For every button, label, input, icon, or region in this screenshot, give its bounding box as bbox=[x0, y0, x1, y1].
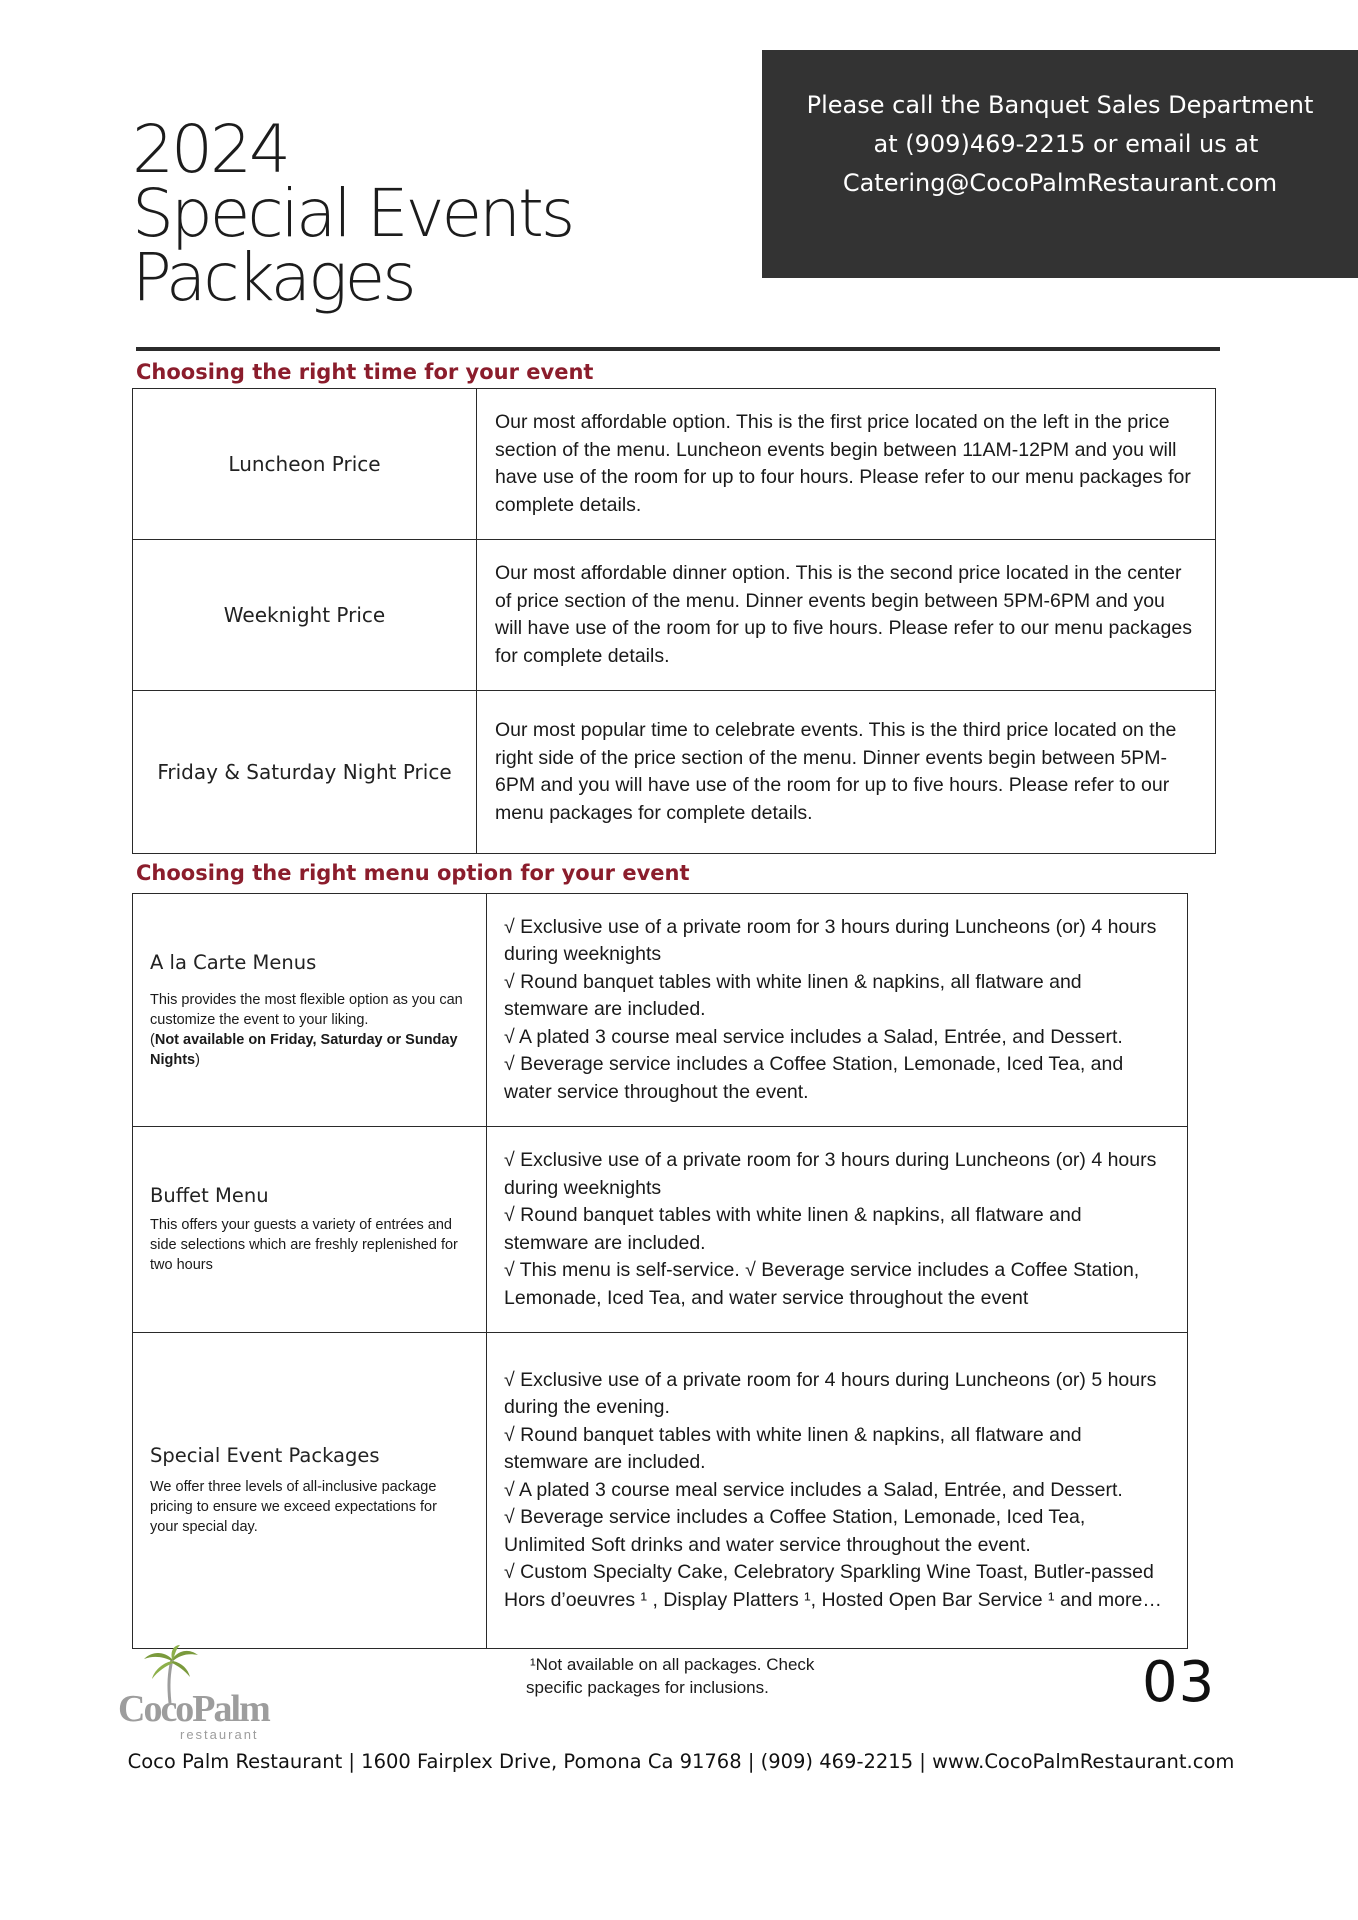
menu-option-note: This provides the most flexible option as you can customize the event to your liking. (Not available on Friday, Saturday or Sunday Nights) bbox=[150, 991, 463, 1068]
feature-item: √ Custom Specialty Cake, Celebratory Sparkling Wine Toast, Butler-passed Hors d’oeuvres ¹ , Display Platters ¹, Hosted Open Bar Service ¹ and more… bbox=[504, 1561, 1162, 1611]
row-description: Our most affordable option. This is the first price located on the left in the price section of the menu. Luncheon events begin between 11AM-12PM and you will have use of the room for up to four hours. Please refer to our menu packages for complete details. bbox=[477, 389, 1216, 540]
feature-item: √ Exclusive use of a private room for 4 hours during Luncheons (or) 5 hours during the evening. bbox=[504, 1368, 1157, 1419]
menu-section-heading: Choosing the right menu option for your event bbox=[136, 861, 690, 885]
feature-item: √ Round banquet tables with white linen & napkins, all flatware and stemware are included. bbox=[504, 1204, 1082, 1254]
table-row bbox=[133, 389, 1216, 540]
page-number: 03 bbox=[1142, 1650, 1216, 1715]
feature-item: √ Beverage service includes a Coffee Station, Lemonade, Iced Tea, and water service throughout the event. bbox=[504, 1053, 1124, 1103]
time-pricing-table bbox=[132, 388, 1216, 854]
title-divider bbox=[136, 347, 1220, 351]
menu-option-title: Buffet Menu bbox=[150, 1184, 269, 1207]
contact-line-1: Please call the Banquet Sales Department bbox=[806, 91, 1314, 119]
page-title bbox=[132, 111, 692, 316]
table-row bbox=[133, 540, 1216, 691]
footnote-line-2: specific packages for inclusions. bbox=[526, 1678, 769, 1697]
menu-option-note: This offers your guests a variety of entrées and side selections which are freshly replenished for two hours bbox=[150, 1217, 458, 1273]
footnote-line-1: ¹Not available on all packages. Check bbox=[530, 1655, 815, 1674]
feature-item: √ This menu is self-service. √ Beverage service includes a Coffee Station, Lemonade, Iced Tea, and water service throughout the event bbox=[504, 1259, 1140, 1309]
row-description: Our most affordable dinner option. This is the second price located in the center of price section of the menu. Dinner events begin between 5PM-6PM and you will have use of the room for up to five hours. Please refer to our menu packages for complete details. bbox=[477, 540, 1216, 691]
row-description: Our most popular time to celebrate events. This is the third price located on the right side of the price section of the menu. Dinner events begin between 5PM-6PM and you will have use of the room for up to five hours. Please refer to our menu packages for complete details. bbox=[477, 691, 1216, 854]
menu-option-restriction: Not available on Friday, Saturday or Sunday Nights bbox=[150, 1031, 458, 1068]
feature-item: √ A plated 3 course meal service includes a Salad, Entrée, and Dessert. bbox=[504, 1478, 1123, 1501]
menu-option-features bbox=[487, 894, 1188, 1127]
contact-line-2: at (909)469-2215 or email us at bbox=[873, 130, 1259, 158]
logo-wordmark: CocoPalm bbox=[118, 1688, 269, 1730]
time-section-heading: Choosing the right time for your event bbox=[136, 360, 594, 384]
logo-subtitle: restaurant bbox=[180, 1727, 259, 1742]
feature-item: √ A plated 3 course meal service includes a Salad, Entrée, and Dessert. bbox=[504, 1025, 1123, 1048]
menu-option-title: A la Carte Menus bbox=[150, 950, 317, 974]
menu-options-table bbox=[132, 893, 1188, 1649]
feature-item: √ Beverage service includes a Coffee Station, Lemonade, Iced Tea, Unlimited Soft drinks and water service throughout the event. bbox=[504, 1506, 1086, 1556]
table-row bbox=[133, 691, 1216, 854]
title-line-3: Packages bbox=[132, 239, 414, 316]
row-label: Luncheon Price bbox=[133, 389, 477, 540]
table-row bbox=[133, 1333, 1188, 1649]
footer-address: Coco Palm Restaurant | 1600 Fairplex Drive, Pomona Ca 91768 | (909) 469-2215 | www.CocoPalmRestaurant.com bbox=[127, 1750, 1235, 1773]
menu-option-cell bbox=[133, 894, 487, 1127]
title-year: 2024 bbox=[132, 111, 288, 188]
menu-option-title: Special Event Packages bbox=[150, 1444, 380, 1467]
feature-item: √ Exclusive use of a private room for 3 hours during Luncheons (or) 4 hours during weeknights bbox=[504, 1149, 1157, 1199]
menu-option-note: We offer three levels of all-inclusive package pricing to ensure we exceed expectations for your special day. bbox=[150, 1479, 437, 1535]
feature-item: √ Round banquet tables with white linen & napkins, all flatware and stemware are included. bbox=[504, 970, 1082, 1021]
menu-option-cell bbox=[133, 1333, 487, 1649]
contact-box bbox=[762, 50, 1358, 278]
menu-option-features bbox=[487, 1333, 1188, 1649]
title-line-2: Special Events bbox=[132, 175, 573, 252]
menu-option-cell bbox=[133, 1127, 487, 1333]
feature-item: √ Exclusive use of a private room for 3 hours during Luncheons (or) 4 hours during weeknights bbox=[504, 915, 1157, 966]
row-label: Friday & Saturday Night Price bbox=[133, 691, 477, 854]
contact-email[interactable]: Catering@CocoPalmRestaurant.com bbox=[842, 169, 1278, 197]
menu-option-features bbox=[487, 1127, 1188, 1333]
table-row bbox=[133, 1127, 1188, 1333]
table-row bbox=[133, 894, 1188, 1127]
footnote bbox=[526, 1653, 866, 1699]
feature-item: √ Round banquet tables with white linen & napkins, all flatware and stemware are included. bbox=[504, 1423, 1082, 1474]
row-label: Weeknight Price bbox=[133, 540, 477, 691]
coco-palm-logo bbox=[118, 1645, 268, 1745]
